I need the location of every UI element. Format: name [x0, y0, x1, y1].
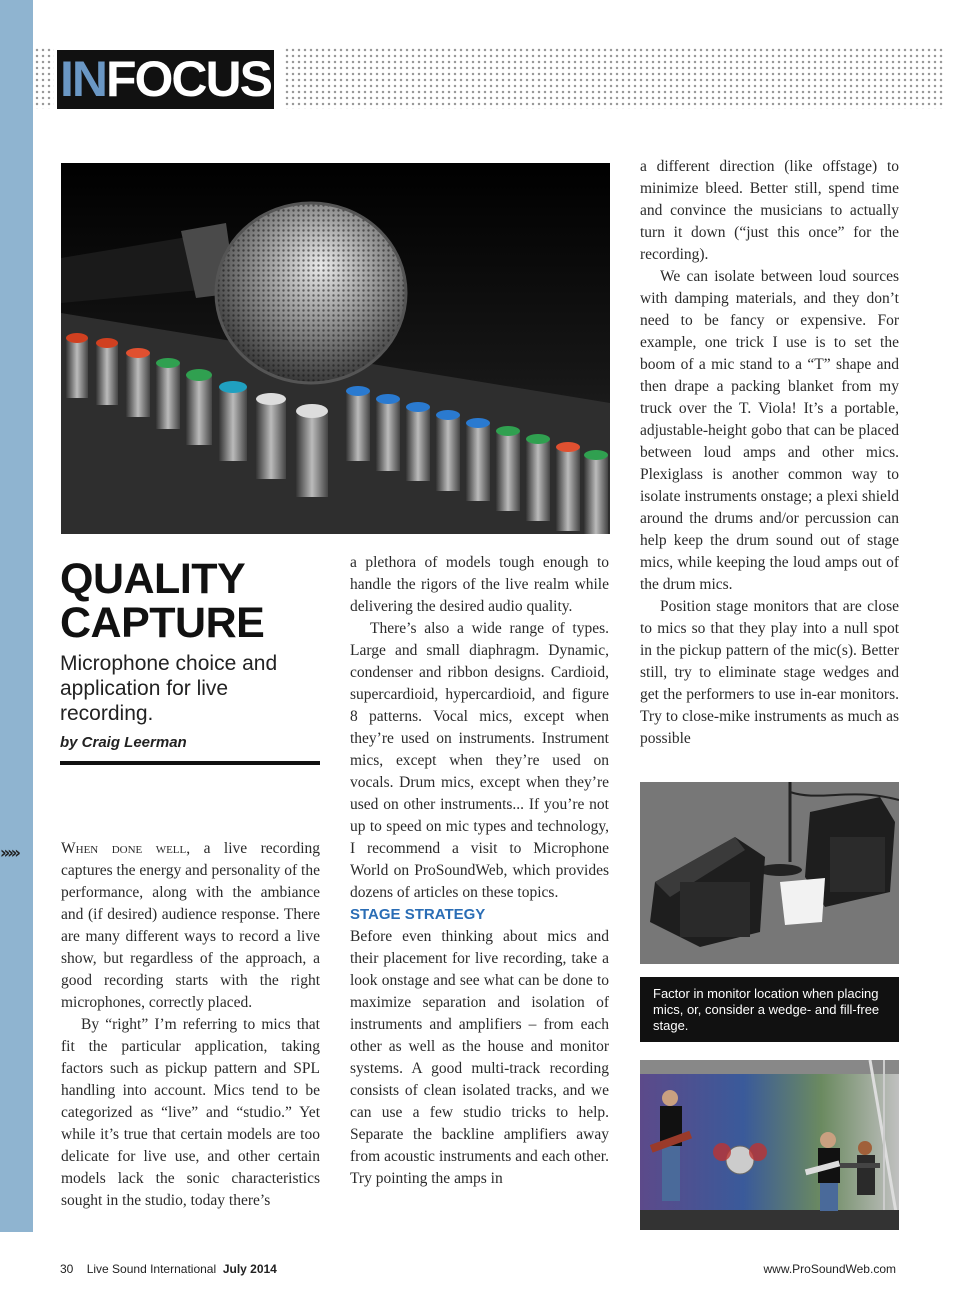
publication-name: Live Sound International: [86, 1262, 217, 1276]
column-3-paragraph-1: a different direction (like offstage) to minimize bleed. Better still, spend time and convince the musicians to actually turn it down (“just this once” for the recording).: [640, 158, 899, 263]
byline-divider: [60, 761, 320, 765]
footer-left: [60, 1262, 277, 1276]
section-header-focus: FOCUS: [106, 51, 271, 107]
column-3: [640, 156, 899, 750]
photo-caption: Factor in monitor location when placing mics, or, consider a wedge- and fill-free stage.: [640, 977, 899, 1042]
column-2-paragraph-2: There’s also a wide range of types. Large and small diaphragm. Dynamic, condenser and ribbon designs. Cardioid, supercardioid, hypercardioid, and figure 8 patterns. Vocal mics, except when they’re used on instruments. Instrument mics, except when they’re used on vocals. Drum mics, except when they’re used on other instruments... If you’re not up to speed on mic types and technology, I recommend a visit to Microphone World on ProSoundWeb, which provides dozens of articles on these topics.: [350, 620, 609, 901]
headline-line-2: CAPTURE: [60, 599, 265, 647]
halftone-dots-left: [34, 47, 54, 109]
article-headline: [60, 557, 330, 645]
issue-date: July 2014: [222, 1262, 277, 1276]
article-deck: Microphone choice and application for live recording.: [60, 652, 278, 725]
subhead-stage-strategy: STAGE STRATEGY: [350, 906, 486, 923]
halftone-dots-right: [284, 47, 944, 109]
lead-in: When done well,: [61, 840, 191, 857]
page-number: 30: [60, 1262, 74, 1276]
column-3-paragraph-2: We can isolate between loud sources with damping materials, and they don’t need to be fancy or expensive. For example, one trick I use is to set the boom of a mic stand to a “T” shape and then drape a packing blanket from my truck over the T. Viola! It’s a portable, adjustable-height gobo that can be placed between loud amps and other mics. Plexiglass is another common way to isolate instruments onstage; a plexi shield around the drums and/or percussion can help keep the drum sound out of stage mics, while keeping the loud amps out of the drum mics.: [640, 268, 899, 593]
section-header-in: IN: [60, 51, 106, 107]
column-1: [61, 838, 320, 1212]
left-accent-bar: [0, 0, 33, 1232]
stage-monitors-photo: [640, 782, 899, 964]
column-1-paragraph-1: [61, 838, 320, 1014]
website-url[interactable]: www.ProSoundWeb.com: [763, 1262, 896, 1276]
double-chevron-arrows-icon: ›››››: [0, 843, 18, 862]
column-1-paragraph-2: By “right” I’m referring to mics that fit the particular application, taking factors such as pickup pattern and SPL handling into account. Mics tend to be categorized as “live” and “studio.” Yet while it’s true that certain models are too delicate for live use, and other certain models lack the sonic characteristics sought in the studio, today there’s: [61, 1016, 320, 1209]
article-byline: by Craig Leerman: [60, 734, 187, 751]
column-2: [350, 552, 609, 1190]
microphone-console-photo: [61, 163, 610, 534]
band-onstage-photo: [640, 1060, 899, 1230]
column-2-paragraph-1: a plethora of models tough enough to handle the rigors of the live realm while delivering the desired audio quality.: [350, 554, 609, 615]
column-2-paragraph-3: Before even thinking about mics and their placement for live recording, take a look onstage and see what can be done to maximize separation and isolation of instruments and amplifiers – from each other as well as the house and monitor systems. A good multi-track recording consists of clean isolated tracks, and we can use a few studio tricks to help. Separate the backline amplifiers away from acoustic instruments and each other. Try pointing the amps in: [350, 928, 609, 1187]
section-header: [57, 50, 274, 109]
column-1-paragraph-1-text: a live recording captures the energy and personality of the performance, along with the ambiance and (if desired) audience response. There are many different ways to record a live show, but regardless of the approach, a good recording starts with the right microphones, correctly placed.: [61, 840, 321, 1011]
column-3-paragraph-3: Position stage monitors that are close to mics so that they play into a null spot in the pickup pattern of the mic(s). Better still, try to eliminate stage wedges and get the performers to use in-ear monitors. Try to close-mike instruments as much as possible: [640, 598, 899, 747]
headline-line-1: QUALITY: [60, 555, 246, 603]
